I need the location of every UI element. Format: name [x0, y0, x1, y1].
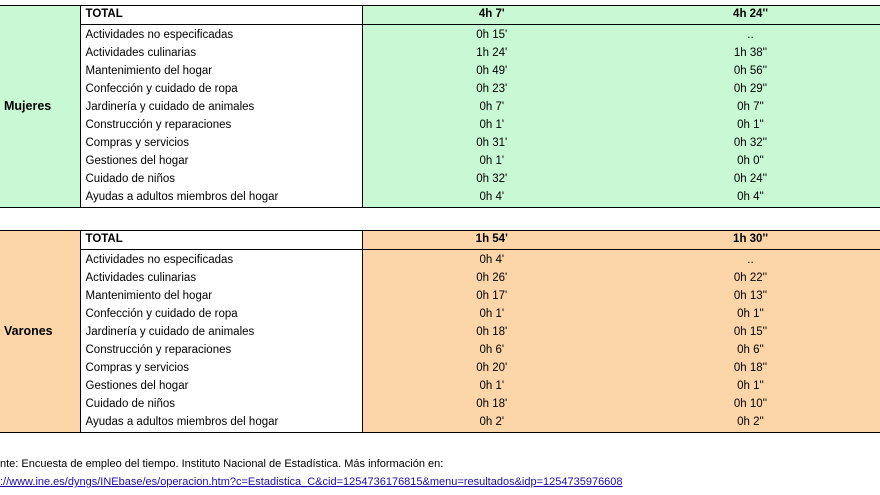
activity-value: 0h 15'' — [621, 324, 880, 342]
table-row — [0, 45, 880, 63]
activity-value: 0h 17' — [362, 288, 621, 306]
activity-label: Actividades no especificadas — [80, 252, 362, 270]
activity-label: Construcción y reparaciones — [80, 342, 362, 360]
activity-label: Actividades culinarias — [80, 45, 362, 63]
activity-value: 0h 1' — [362, 117, 621, 135]
table-row — [0, 360, 880, 378]
activity-label: Mantenimiento del hogar — [80, 288, 362, 306]
activity-value: 0h 1'' — [621, 306, 880, 324]
activity-value: 0h 31' — [362, 135, 621, 153]
table-row — [0, 189, 880, 208]
total-label: TOTAL — [80, 6, 362, 25]
activity-value: 0h 10'' — [621, 396, 880, 414]
activity-value: 0h 20' — [362, 360, 621, 378]
table-row — [0, 378, 880, 396]
activity-value: 0h 1' — [362, 306, 621, 324]
activity-value: 0h 29'' — [621, 81, 880, 99]
total-row — [0, 6, 880, 25]
group-label: Mujeres — [0, 6, 80, 208]
activity-value: 0h 56'' — [621, 63, 880, 81]
source-note: nte: Encuesta de empleo del tiempo. Instituto Nacional de Estadística. Más información en: — [0, 458, 444, 470]
mujeres-table — [0, 5, 880, 208]
table-row — [0, 63, 880, 81]
table-row — [0, 414, 880, 433]
activity-value: 0h 18' — [362, 396, 621, 414]
activity-value: 1h 38'' — [621, 45, 880, 63]
group-label: Varones — [0, 231, 80, 433]
activity-value: 0h 22'' — [621, 270, 880, 288]
activity-value: 0h 2'' — [621, 414, 880, 433]
activity-value: 0h 7'' — [621, 99, 880, 117]
activity-value: 0h 6' — [362, 342, 621, 360]
source-link[interactable]: ://www.ine.es/dyngs/INEbase/es/operacion.htm?c=Estadistica_C&cid=1254736176815&menu=resultados&idp=1254735976608 — [0, 476, 623, 488]
activity-value: 0h 4' — [362, 252, 621, 270]
activity-label: Jardinería y cuidado de animales — [80, 99, 362, 117]
activity-value: .. — [621, 27, 880, 45]
activity-value: 0h 26' — [362, 270, 621, 288]
mujeres-table-block — [0, 5, 880, 208]
activity-value: 0h 2' — [362, 414, 621, 433]
activity-value: 0h 6'' — [621, 342, 880, 360]
activity-value: 0h 1'' — [621, 378, 880, 396]
activity-label: Jardinería y cuidado de animales — [80, 324, 362, 342]
table-row — [0, 171, 880, 189]
activity-label: Gestiones del hogar — [80, 378, 362, 396]
activity-value: 0h 24'' — [621, 171, 880, 189]
table-row — [0, 252, 880, 270]
activity-label: Actividades no especificadas — [80, 27, 362, 45]
table-row — [0, 324, 880, 342]
activity-value: 0h 32'' — [621, 135, 880, 153]
total-row — [0, 231, 880, 250]
table-row — [0, 135, 880, 153]
activity-value: 0h 1' — [362, 153, 621, 171]
activity-label: Ayudas a adultos miembros del hogar — [80, 414, 362, 433]
varones-table-block — [0, 230, 880, 433]
total-label: TOTAL — [80, 231, 362, 250]
activity-value: 0h 18' — [362, 324, 621, 342]
activity-value: 0h 0'' — [621, 153, 880, 171]
activity-value: 0h 4'' — [621, 189, 880, 208]
activity-label: Construcción y reparaciones — [80, 117, 362, 135]
table-row — [0, 99, 880, 117]
total-value: 4h 7' — [362, 6, 621, 25]
table-row — [0, 81, 880, 99]
table-row — [0, 288, 880, 306]
activity-value: 0h 23' — [362, 81, 621, 99]
activity-value: 0h 15' — [362, 27, 621, 45]
activity-label: Cuidado de niños — [80, 396, 362, 414]
total-value: 1h 30'' — [621, 231, 880, 250]
activity-label: Cuidado de niños — [80, 171, 362, 189]
activity-label: Confección y cuidado de ropa — [80, 306, 362, 324]
activity-value: 0h 1' — [362, 378, 621, 396]
table-row — [0, 396, 880, 414]
activity-label: Compras y servicios — [80, 360, 362, 378]
table-row — [0, 270, 880, 288]
activity-value: 0h 32' — [362, 171, 621, 189]
total-value: 4h 24'' — [621, 6, 880, 25]
activity-value: 0h 1'' — [621, 117, 880, 135]
activity-label: Compras y servicios — [80, 135, 362, 153]
table-row — [0, 306, 880, 324]
activity-value: 0h 13'' — [621, 288, 880, 306]
varones-table — [0, 230, 880, 433]
activity-value: 0h 18'' — [621, 360, 880, 378]
table-row — [0, 27, 880, 45]
activity-value: 0h 49' — [362, 63, 621, 81]
activity-label: Gestiones del hogar — [80, 153, 362, 171]
total-value: 1h 54' — [362, 231, 621, 250]
activity-label: Mantenimiento del hogar — [80, 63, 362, 81]
activity-value: 0h 4' — [362, 189, 621, 208]
activity-label: Ayudas a adultos miembros del hogar — [80, 189, 362, 208]
table-row — [0, 117, 880, 135]
table-row — [0, 342, 880, 360]
activity-label: Actividades culinarias — [80, 270, 362, 288]
activity-value: .. — [621, 252, 880, 270]
table-row — [0, 153, 880, 171]
activity-label: Confección y cuidado de ropa — [80, 81, 362, 99]
activity-value: 0h 7' — [362, 99, 621, 117]
activity-value: 1h 24' — [362, 45, 621, 63]
